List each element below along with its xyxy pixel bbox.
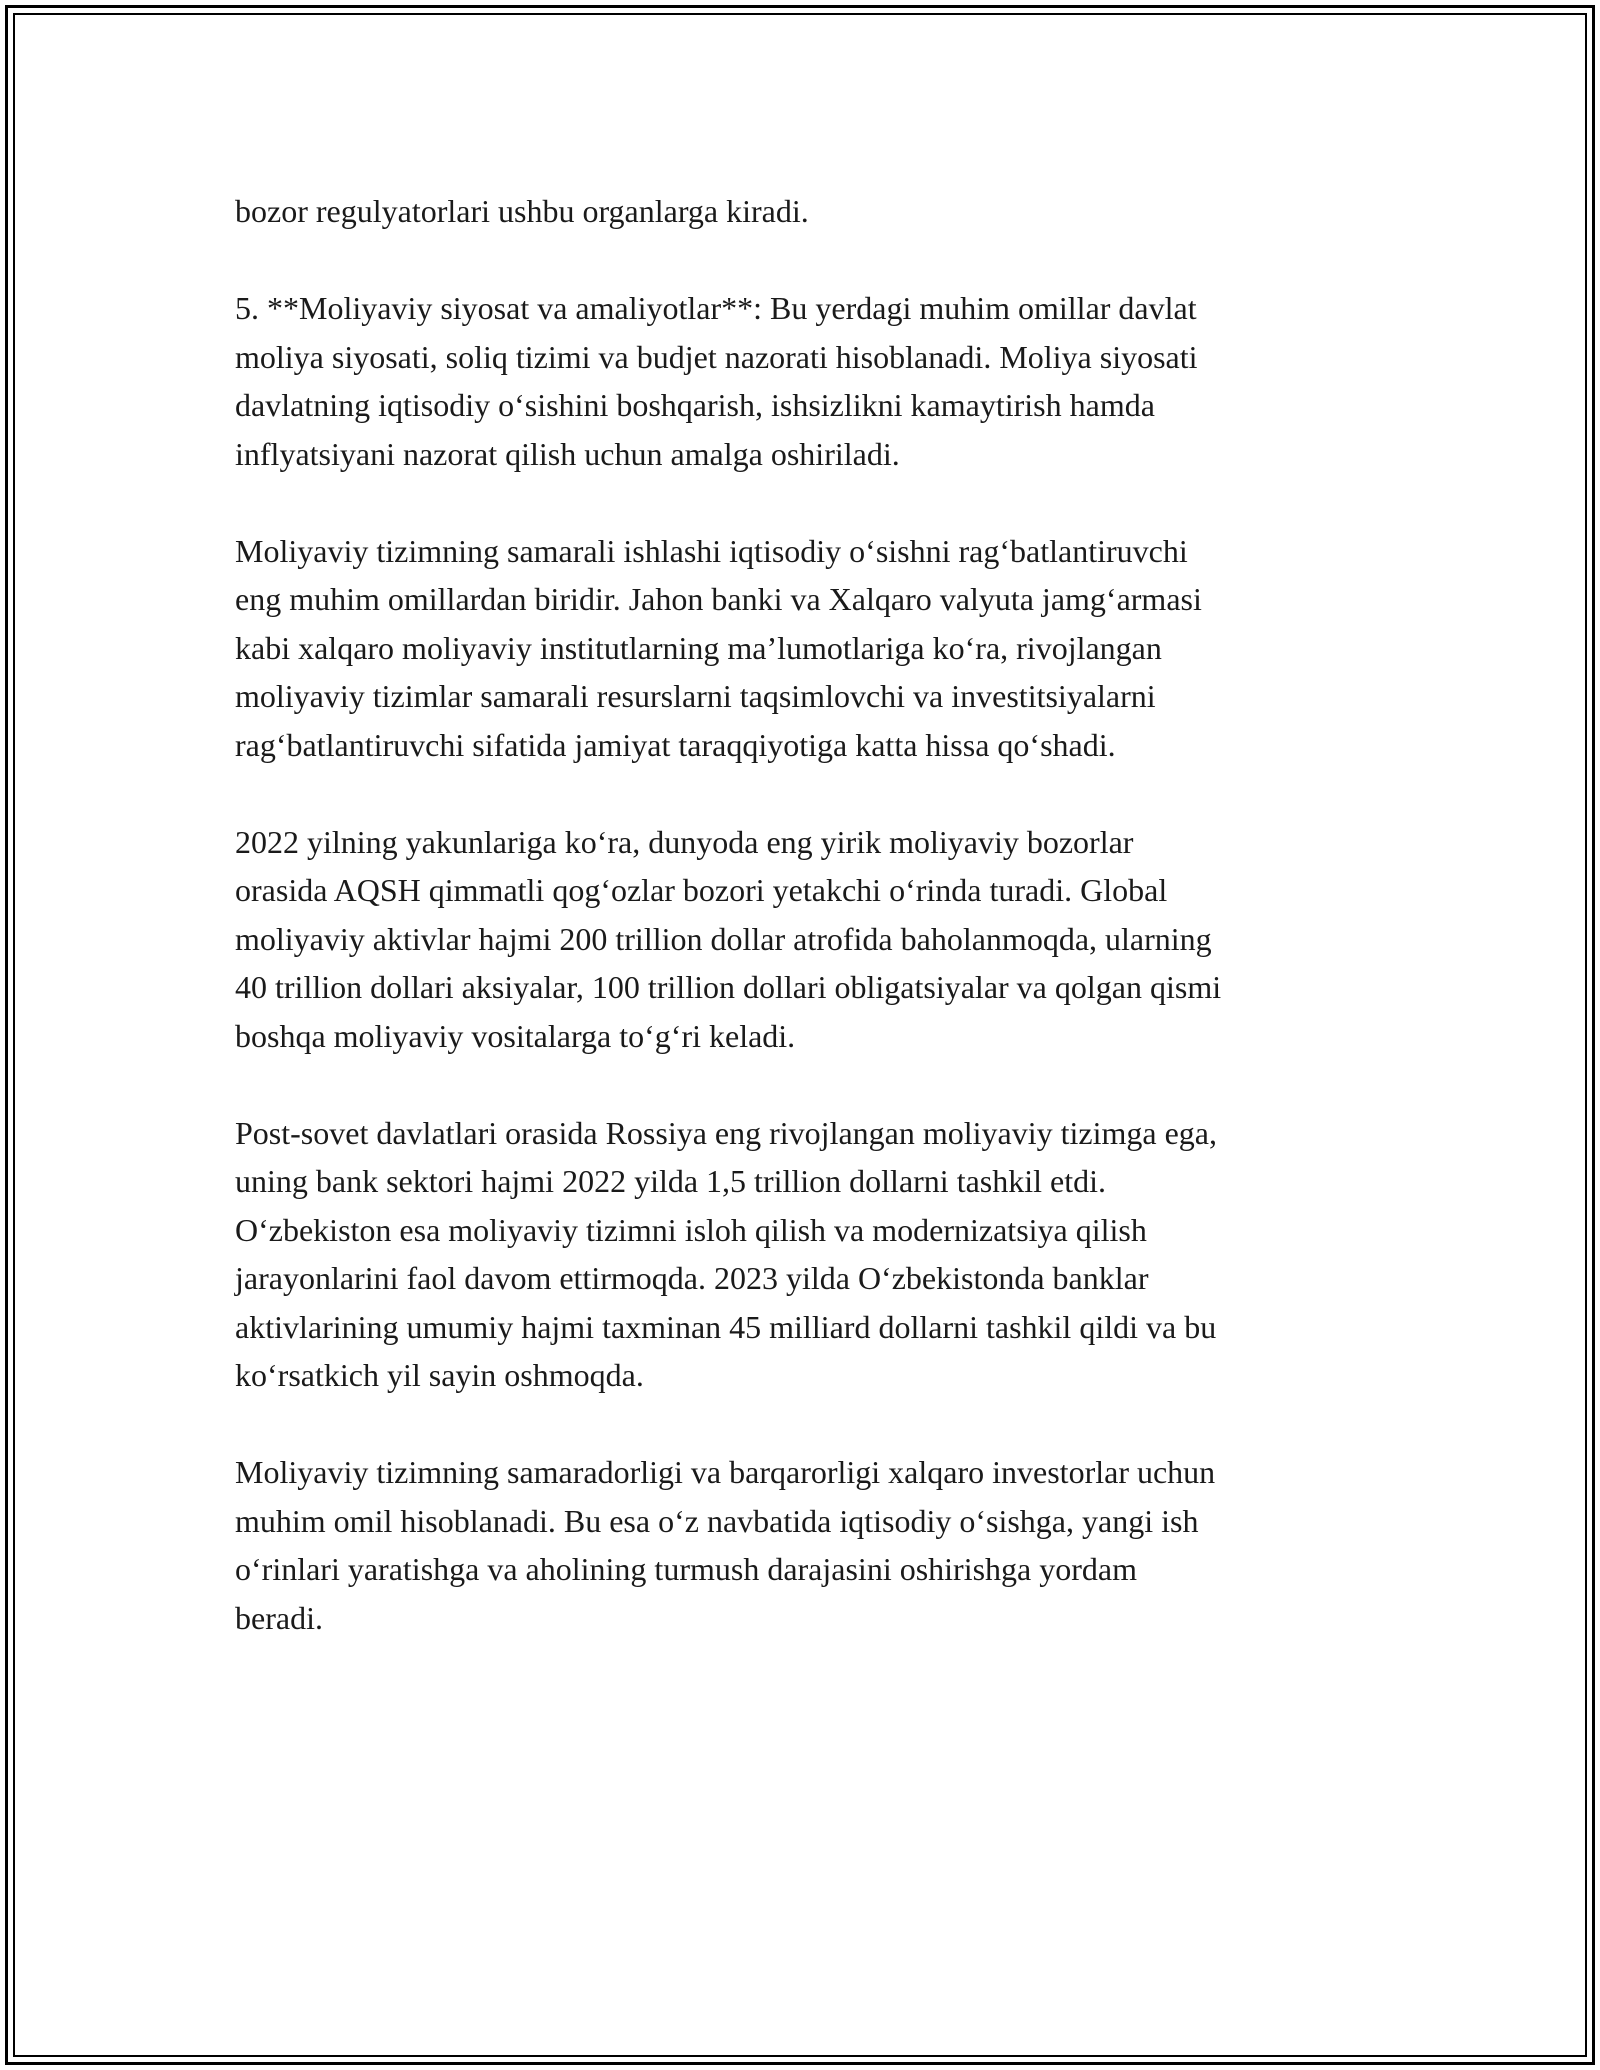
paragraph-fiscal-policy: 5. **Moliyaviy siyosat va amaliyotlar**: Bu yerdagi muhim omillar davlat moliya siyosati, soliq tizimi va budjet nazorati hisoblanadi. Moliya siyosati davlatning iqtisodiy o‘sishini boshqarish, ishsizlikni kamaytirish hamda inflyatsiyani nazorat qilish uchun amalga oshiriladi. [235, 290, 1198, 472]
paragraph-post-soviet-states: Post-sovet davlatlari orasida Rossiya eng rivojlangan moliyaviy tizimga ega, uning bank sektori hajmi 2022 yilda 1,5 trillion dollarni tashkil etdi. O‘zbekiston esa moliyaviy tizimni isloh qilish va modernizatsiya qilish jarayonlarini faol davom ettirmoqda. 2023 yilda O‘zbekistonda banklar aktivlarining umumiy hajmi taxminan 45 milliard dollarni tashkil qildi va bu ko‘rsatkich yil sayin oshmoqda. [235, 1114, 1217, 1393]
paragraph-global-markets-2022: 2022 yilning yakunlariga ko‘ra, dunyoda eng yirik moliyaviy bozorlar orasida AQSH qimmatli qog‘ozlar bozori yetakchi o‘rinda turadi. Global moliyaviy aktivlar hajmi 200 trillion dollar atrofida baholanmoqda, ularning 40 trillion dollari aksiyalar, 100 trillion dollari obligatsiyalar va qolgan qismi boshqa moliyaviy vositalarga to‘g‘ri keladi. [235, 823, 1222, 1054]
paragraph-continuation: bozor regulyatorlari ushbu organlarga kiradi. [235, 193, 809, 229]
paragraph-financial-system-efficiency: Moliyaviy tizimning samarali ishlashi iqtisodiy o‘sishni rag‘batlantiruvchi eng muhim omillardan biridir. Jahon banki va Xalqaro valyuta jamg‘armasi kabi xalqaro moliyaviy institutlarning ma’lumotlariga ko‘ra, rivojlangan moliyaviy tizimlar samarali resurslarni taqsimlovchi va investitsiyalarni rag‘batlantiruvchi sifatida jamiyat taraqqiyotiga katta hissa qo‘shadi. [235, 532, 1202, 763]
paragraph-investor-importance: Moliyaviy tizimning samaradorligi va barqarorligi xalqaro investorlar uchun muhim omil hisoblanadi. Bu esa o‘z navbatida iqtisodiy o‘sishga, yangi ish o‘rinlari yaratishga va aholining turmush darajasini oshirishga yordam beradi. [235, 1454, 1216, 1636]
document-body [235, 187, 1395, 1691]
